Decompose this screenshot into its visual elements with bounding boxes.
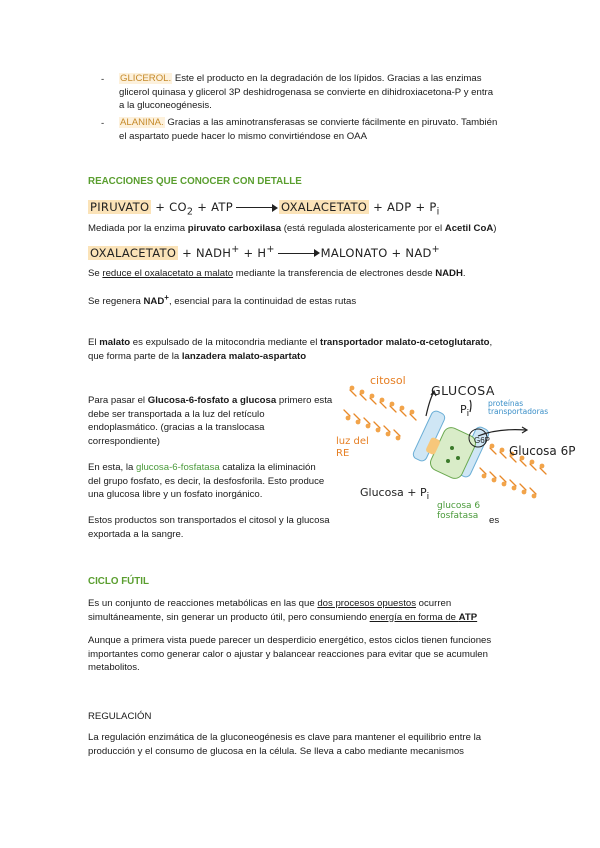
diagram-enzima: glucosa 6 fosfatasa bbox=[437, 501, 481, 521]
bullet-text: el aspartato puede hacer lo mismo convirtiéndose en OAA bbox=[119, 130, 367, 142]
bullet-dash: - bbox=[101, 118, 105, 129]
text: + bbox=[164, 293, 169, 302]
glucosa-p3 bbox=[88, 514, 330, 541]
text: que forma parte de la bbox=[88, 350, 182, 362]
text: Aunque a primera vista puede parecer un desperdicio energético, estos ciclos tienen funciones bbox=[88, 635, 492, 646]
text: metabolitos. bbox=[88, 662, 140, 673]
eq-term: + NAD bbox=[387, 245, 432, 260]
text: debe ser transportada a la luz del retículo bbox=[88, 408, 265, 420]
eq-sub: i bbox=[436, 206, 440, 218]
text: Mediada por la enzima bbox=[88, 223, 188, 234]
text: , bbox=[489, 337, 493, 348]
text: i bbox=[466, 408, 470, 420]
reduce-text bbox=[88, 267, 466, 281]
eq-term: PIRUVATO bbox=[90, 200, 150, 214]
text: Para pasar el bbox=[88, 395, 148, 406]
glucosa-p1 bbox=[88, 394, 332, 448]
ciclo-p1 bbox=[88, 597, 477, 624]
text: Estos productos son transportados el citosol y la glucosa bbox=[88, 515, 330, 526]
text: Se regenera bbox=[88, 296, 144, 308]
glucosa-p2 bbox=[88, 461, 324, 502]
section-heading-reacciones: REACCIONES QUE CONOCER CON DETALLE bbox=[88, 176, 302, 187]
arrow-icon bbox=[236, 207, 276, 208]
text: i bbox=[426, 491, 430, 503]
text: mediante la transferencia de electrones desde bbox=[233, 268, 436, 279]
eq-term: MALONATO bbox=[320, 245, 388, 260]
text: ATP bbox=[458, 611, 478, 623]
text: una glucosa libre y un fosfato inorgánico. bbox=[88, 489, 263, 500]
text: , esencial para la continuidad de estas rutas bbox=[168, 296, 357, 308]
diagram-g6p-small: G6P bbox=[474, 436, 491, 445]
eq-term: + CO bbox=[151, 200, 187, 214]
text: correspondiente) bbox=[88, 435, 160, 447]
transporter-icon bbox=[412, 409, 491, 481]
ciclo-p2 bbox=[88, 634, 491, 675]
eq-sub: 2 bbox=[186, 206, 194, 218]
text: malato bbox=[99, 337, 131, 348]
text: exportada a la sangre. bbox=[88, 528, 184, 540]
term-alanina: ALANINA. bbox=[120, 117, 164, 128]
text: P bbox=[460, 403, 467, 416]
eq-term: + ATP bbox=[193, 200, 233, 214]
diagram-citosol: citosol bbox=[370, 374, 406, 387]
text: Es un conjunto de reacciones metabólicas en las que bbox=[88, 598, 318, 609]
text: endoplasmático. (gracias a la translocasa bbox=[88, 422, 265, 433]
text: lanzadera malato-aspartato bbox=[181, 350, 307, 362]
equation-2 bbox=[88, 244, 440, 260]
text: ocurren bbox=[416, 598, 452, 609]
eq-sup: + bbox=[231, 244, 240, 255]
diagram-luz-re: luz del RE bbox=[336, 436, 369, 459]
text: es expulsado de la mitocondria mediante el bbox=[130, 337, 320, 348]
text: primero esta bbox=[276, 395, 333, 406]
eq-term: OXALACETATO bbox=[90, 245, 177, 260]
text: producción y el consumo de glucosa en la célula. Se lleva a cabo mediante mecanismos bbox=[88, 745, 464, 757]
term-glicerol: GLICEROL. bbox=[120, 73, 172, 84]
text: Acetil CoA bbox=[444, 223, 494, 234]
diagram-glucosa6p: Glucosa 6P bbox=[509, 444, 576, 458]
text: transportador malato-α-cetoglutarato bbox=[320, 337, 490, 348]
diagram-glucosa-pi bbox=[360, 486, 429, 502]
text: En esta, la bbox=[88, 462, 136, 473]
bullet-text: Este el producto en la degradación de los lípidos. Gracias a las enzimas bbox=[172, 73, 482, 84]
text: Se bbox=[88, 268, 103, 279]
eq-term: + H bbox=[239, 245, 267, 260]
bullet-text: glicerol quinasa y glicerol 3P deshidrogenasa se convierte en dihidroxiacetona-P y entra bbox=[119, 86, 494, 98]
diagram-glucosa-top: GLUCOSA bbox=[431, 383, 495, 398]
equation-1 bbox=[88, 200, 440, 217]
bullet-dash: - bbox=[101, 74, 105, 85]
text: importantes como generar calor o ajustar y balancear reacciones para evitar que se acumulen bbox=[88, 648, 488, 660]
eq-term: + ADP + P bbox=[369, 200, 437, 214]
text: Glucosa-6-fosfato a glucosa bbox=[147, 395, 277, 406]
text: El bbox=[88, 337, 100, 348]
text: NADH bbox=[435, 268, 463, 279]
text: energía en forma de bbox=[369, 611, 459, 623]
text: cataliza la eliminación bbox=[219, 462, 316, 473]
text: NAD bbox=[143, 296, 165, 308]
arrow-icon bbox=[278, 253, 318, 254]
bullet-glicerol bbox=[119, 72, 493, 113]
bullet-text: a la gluconeogénesis. bbox=[119, 100, 212, 111]
text: simultáneamente, sin generar un producto útil, pero consumiendo bbox=[88, 611, 370, 623]
eq-sup: + bbox=[431, 244, 440, 255]
mediated-text bbox=[88, 222, 496, 236]
bullet-text: Gracias a las aminotransferasas se convierte fácilmente en piruvato. También bbox=[164, 117, 498, 128]
section-heading-ciclo-futil: CICLO FÚTIL bbox=[88, 576, 149, 587]
text: La regulación enzimática de la gluconeogénesis es clave para mantener el equilibrio entre la bbox=[88, 732, 482, 743]
section-heading-regulacion: REGULACIÓN bbox=[88, 711, 152, 722]
text: Glucosa + P bbox=[360, 486, 427, 499]
diagram-proteinas: proteínas transportadoras bbox=[488, 399, 549, 416]
eq-term: OXALACETATO bbox=[280, 200, 368, 214]
text: del grupo fosfato, es decir, la desfosforila. Esto produce bbox=[88, 475, 325, 487]
regulacion-text bbox=[88, 731, 481, 758]
glucosa-p3-tail: es bbox=[489, 515, 500, 526]
text: dos procesos opuestos bbox=[317, 598, 416, 609]
eq-sup: + bbox=[266, 244, 275, 255]
text: ) bbox=[493, 223, 497, 234]
text: reduce el oxalacetato a malato bbox=[102, 268, 234, 279]
text: (está regulada alostericamente por el bbox=[281, 223, 445, 234]
bullet-alanina bbox=[119, 116, 497, 143]
eq-term: + NADH bbox=[178, 245, 232, 260]
regen-text bbox=[88, 291, 356, 309]
malato-text bbox=[88, 336, 492, 363]
text: piruvato carboxilasa bbox=[187, 223, 282, 234]
text: . bbox=[462, 268, 466, 279]
text: glucosa-6-fosfatasa bbox=[136, 462, 220, 473]
diagram-pi-top bbox=[460, 403, 469, 419]
